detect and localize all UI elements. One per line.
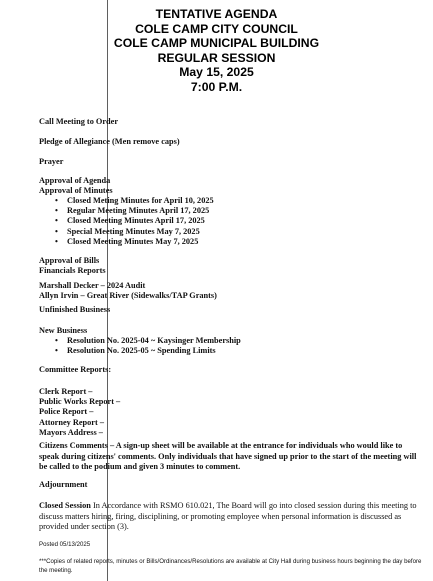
item-financials: Financials Reports <box>39 266 106 276</box>
item-presentations <box>39 281 217 301</box>
closed-session-label: Closed Session <box>39 501 91 510</box>
header-title: TENTATIVE AGENDA <box>155 7 278 21</box>
item-adjournment: Adjournment <box>39 480 88 489</box>
list-item: • Resolution No. 2025-05 ~ Spending Limits <box>39 346 241 356</box>
item-unfinished-business: Unfinished Business <box>39 305 111 314</box>
footer-note: ***Copies of related reports, minutes or Bills/Ordinances/Resolutions are available at City Hall during business hours beginning the day before the meeting. <box>39 558 422 575</box>
item-approval-bills: Approval of Bills <box>39 256 100 265</box>
header-building: COLE CAMP MUNICIPAL BUILDING <box>113 36 320 51</box>
item-call-to-order: Call Meeting to Order <box>39 117 119 126</box>
agenda-header <box>0 7 433 95</box>
list-item: • Closed Meting Minutes for April 10, 2025 <box>39 196 214 206</box>
header-date: May 15, 2025 <box>179 65 254 80</box>
new-business-list <box>39 336 241 356</box>
list-item: • Closed Meeting Minutes April 17, 2025 <box>39 216 214 226</box>
minutes-list <box>39 196 214 247</box>
item-new-business: New Business <box>39 326 88 335</box>
item-marshall-audit: Marshall Decker – 2024 Audit <box>39 281 146 290</box>
item-approvals <box>39 176 113 196</box>
item-public-works-report: Public Works Report – <box>39 397 121 407</box>
closed-session-paragraph <box>39 501 419 533</box>
citizens-comments-paragraph: Citizens Comments – A sign-up sheet will be available at the entrance for individuals who would like to speak during citizens' comments. Only individuals that have signed up prior to the start of the meeting will be called to the podium and given 3 minutes to comment. <box>39 441 417 472</box>
item-approval-agenda: Approval of Agenda <box>39 176 111 185</box>
item-committee-reports: Committee Reports: <box>39 365 112 374</box>
header-session: REGULAR SESSION <box>157 50 276 65</box>
item-prayer: Prayer <box>39 157 64 166</box>
item-allyn-great-river: Allyn Irvin – Great River (Sidewalks/TAP Grants) <box>39 291 217 301</box>
posted-date: Posted 05/13/2025 <box>39 541 91 548</box>
item-pledge: Pledge of Allegiance (Men remove caps) <box>39 137 180 146</box>
list-item: • Resolution No. 2025-04 ~ Kaysinger Membership <box>39 336 241 346</box>
item-bills-financials <box>39 256 106 276</box>
list-item: • Regular Meeting Minutes April 17, 2025 <box>39 206 214 216</box>
item-mayors-address: Mayors Address – <box>39 427 103 437</box>
item-approval-minutes: Approval of Minutes <box>39 186 113 196</box>
closed-session-text: In Accordance with RSMO 610.021, The Board will go into closed session during this meeting to discuss matters hiring, firing, disciplining, or promoting employee when personal information is discussed as provided under section (3). <box>39 501 417 532</box>
item-police-report: Police Report – <box>39 407 94 417</box>
list-item: • Special Meeting Minutes May 7, 2025 <box>39 227 214 237</box>
reports-list <box>39 387 120 438</box>
item-clerk-report: Clerk Report – <box>39 387 93 396</box>
item-attorney-report: Attorney Report – <box>39 417 104 427</box>
header-time: 7:00 P.M. <box>190 79 243 94</box>
header-council: COLE CAMP CITY COUNCIL <box>135 21 298 36</box>
list-item: • Closed Meeting Minutes May 7, 2025 <box>39 237 214 247</box>
